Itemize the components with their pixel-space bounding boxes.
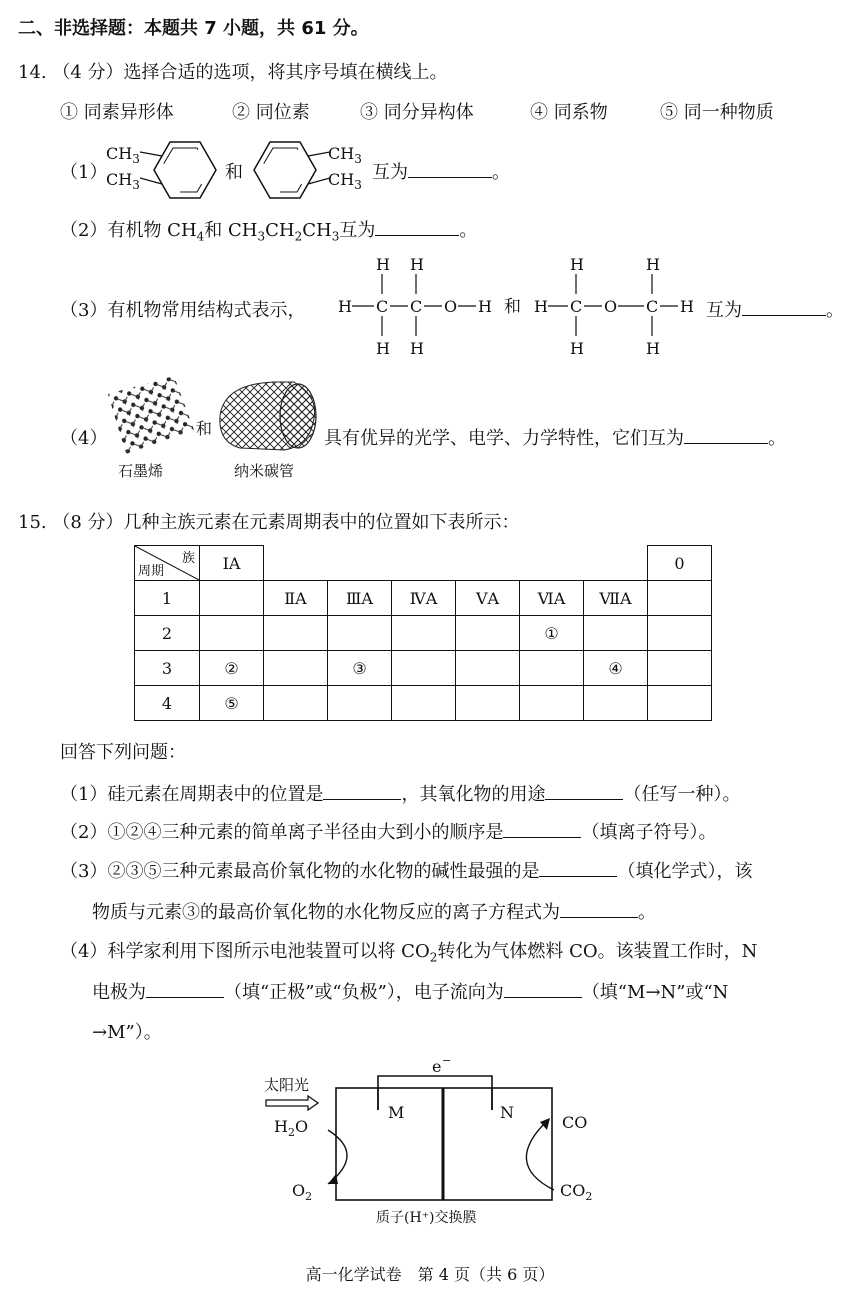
q14-option-5: ⑤ 同一种物质: [660, 102, 774, 123]
structural-formulas: [338, 252, 708, 360]
q14-p2: （2）有机物 $CH_4$和 $CH_3CH_2CH_3$互为 。: [60, 216, 477, 244]
q14-option-2: ② 同位素: [232, 102, 310, 123]
answer-blank[interactable]: [146, 979, 224, 998]
element-mark: ⑤: [200, 686, 264, 721]
element-mark: ①: [520, 616, 584, 651]
svg-text:太阳光: 太阳光: [264, 1076, 310, 1094]
benzene-ring-icon: [140, 138, 222, 202]
svg-text:C: C: [646, 297, 659, 316]
answer-prompt: 回答下列问题：: [60, 742, 186, 763]
answer-blank[interactable]: [560, 899, 638, 918]
period-label: 4: [135, 686, 200, 721]
answer-blank[interactable]: [539, 858, 617, 877]
table-cell: [648, 686, 712, 721]
q15-sub4-line1: （4）科学家利用下图所示电池装置可以将 $CO_2$转化为气体燃料 CO。该装置工作时，N: [60, 941, 758, 965]
q15-stem: 15. （8 分）几种主族元素在元素周期表中的位置如下表所示：: [18, 512, 520, 533]
table-cell: [200, 581, 264, 616]
element-mark: ②: [200, 651, 264, 686]
answer-blank[interactable]: [504, 979, 582, 998]
svg-text:O: O: [444, 297, 458, 316]
nanotube-caption: 纳米碳管: [234, 462, 295, 480]
graphene-caption: 石墨烯: [118, 462, 164, 480]
answer-blank[interactable]: [545, 781, 623, 800]
answer-blank[interactable]: [684, 425, 768, 444]
table-cell: [456, 616, 520, 651]
answer-blank[interactable]: [503, 819, 581, 838]
table-cell: [584, 686, 648, 721]
svg-text:H: H: [338, 297, 352, 316]
ch3-label: $CH_3$: [328, 170, 362, 193]
q14-option-1: ① 同素异形体: [60, 102, 174, 123]
table-cell: [392, 686, 456, 721]
q14-p1-tail: 互为 。: [372, 158, 510, 184]
svg-text:质子(H⁺)交换膜: 质子(H⁺)交换膜: [376, 1210, 477, 1226]
q14-p4-and: 和: [196, 419, 213, 438]
q14-option-4: ④ 同系物: [530, 102, 608, 123]
group-header: 0: [648, 546, 712, 581]
svg-text:H: H: [680, 297, 694, 316]
table-cell: [200, 616, 264, 651]
svg-text:C: C: [376, 297, 389, 316]
svg-text:H: H: [646, 339, 660, 358]
table-cell: [648, 616, 712, 651]
svg-text:H: H: [478, 297, 492, 316]
svg-text:N: N: [500, 1103, 514, 1122]
table-cell: [584, 616, 648, 651]
group-header: ⅤA: [456, 581, 520, 616]
svg-text:H: H: [410, 255, 424, 274]
svg-text:H: H: [534, 297, 548, 316]
section-heading: 二、非选择题：本题共 7 小题，共 61 分。: [18, 18, 369, 39]
graphene-icon: [104, 374, 196, 458]
q14-p4-tail: 具有优异的光学、电学、力学特性，它们互为 。: [324, 424, 786, 450]
svg-text:O2: $O_2$: [292, 1181, 313, 1203]
svg-text:H2O: $H_2O$: [274, 1117, 309, 1139]
period-label: 3: [135, 651, 200, 686]
svg-text:H: H: [376, 255, 390, 274]
group-header: ⅥA: [520, 581, 584, 616]
group-header: ⅢA: [328, 581, 392, 616]
q14-stem: 14. （4 分）选择合适的选项，将其序号填在横线上。: [18, 62, 448, 83]
table-cell: [456, 686, 520, 721]
group-header: ⅣA: [392, 581, 456, 616]
table-cell: [264, 651, 328, 686]
group-header: ⅠA: [200, 546, 264, 581]
q15-sub2: （2）①②④三种元素的简单离子半径由大到小的顺序是 （填离子符号）。: [60, 818, 716, 844]
q14-p1-label: （1）: [60, 162, 108, 183]
period-label: 1: [135, 581, 200, 616]
svg-text:CO: CO: [562, 1113, 588, 1132]
table-cell: [264, 616, 328, 651]
ch3-label: $CH_3$: [106, 170, 140, 193]
table-cell: [392, 651, 456, 686]
q14-option-3: ③ 同分异构体: [360, 102, 474, 123]
table-cell: [328, 686, 392, 721]
table-cell: [520, 651, 584, 686]
period-label: 2: [135, 616, 200, 651]
svg-text:H: H: [376, 339, 390, 358]
benzene-ring-icon: [248, 138, 330, 202]
q15-sub4-line3: →M”）。: [92, 1022, 162, 1043]
q14-p3-tail: 互为 。: [706, 296, 844, 322]
svg-text:H: H: [570, 255, 584, 274]
table-cell: [648, 581, 712, 616]
group-header: ⅡA: [264, 581, 328, 616]
svg-text:CO2: $CO_2$: [560, 1181, 593, 1203]
q14-p4-label: （4）: [60, 428, 108, 449]
ch3-label: $CH_3$: [106, 144, 140, 167]
q15-sub4-line2: 电极为 （填“正极”或“负极”），电子流向为 （填“M→N”或“N: [92, 978, 728, 1004]
element-mark: ③: [328, 651, 392, 686]
element-mark: ④: [584, 651, 648, 686]
q15-sub1: （1）硅元素在周期表中的位置是 ，其氧化物的用途 （任写一种）。: [60, 780, 740, 806]
svg-text:C: C: [410, 297, 423, 316]
cell-diagram: [258, 1054, 608, 1232]
table-corner: 族 周期: [135, 546, 200, 581]
svg-text:H: H: [410, 339, 424, 358]
answer-blank[interactable]: [742, 297, 826, 316]
table-cell: [520, 686, 584, 721]
group-header: ⅦA: [584, 581, 648, 616]
svg-text:−: −: [442, 1054, 452, 1067]
answer-blank[interactable]: [408, 159, 492, 178]
q15-sub3-line1: （3）②③⑤三种元素最高价氧化物的水化物的碱性最强的是 （填化学式），该: [60, 857, 752, 883]
table-cell: [648, 651, 712, 686]
ch3-label: $CH_3$: [328, 144, 362, 167]
page-footer: 高一化学试卷 第 4 页（共 6 页）: [305, 1265, 555, 1284]
svg-text:H: H: [570, 339, 584, 358]
svg-text:e: e: [432, 1057, 442, 1076]
q14-p1-and: 和: [225, 162, 243, 183]
svg-text:O: O: [604, 297, 618, 316]
table-cell: [328, 616, 392, 651]
nanotube-icon: [214, 376, 322, 456]
svg-text:M: M: [388, 1103, 405, 1122]
answer-blank[interactable]: [375, 217, 459, 236]
svg-text:H: H: [646, 255, 660, 274]
table-cell: [456, 651, 520, 686]
svg-text:C: C: [570, 297, 583, 316]
q14-p3-pre: （3）有机物常用结构式表示，: [60, 300, 306, 321]
answer-blank[interactable]: [323, 781, 401, 800]
q15-sub3-line2: 物质与元素③的最高价氧化物的水化物反应的离子方程式为 。: [92, 898, 656, 924]
table-cell: [392, 616, 456, 651]
periodic-table: [134, 545, 712, 721]
svg-text:和: 和: [504, 297, 521, 317]
table-cell: [264, 686, 328, 721]
